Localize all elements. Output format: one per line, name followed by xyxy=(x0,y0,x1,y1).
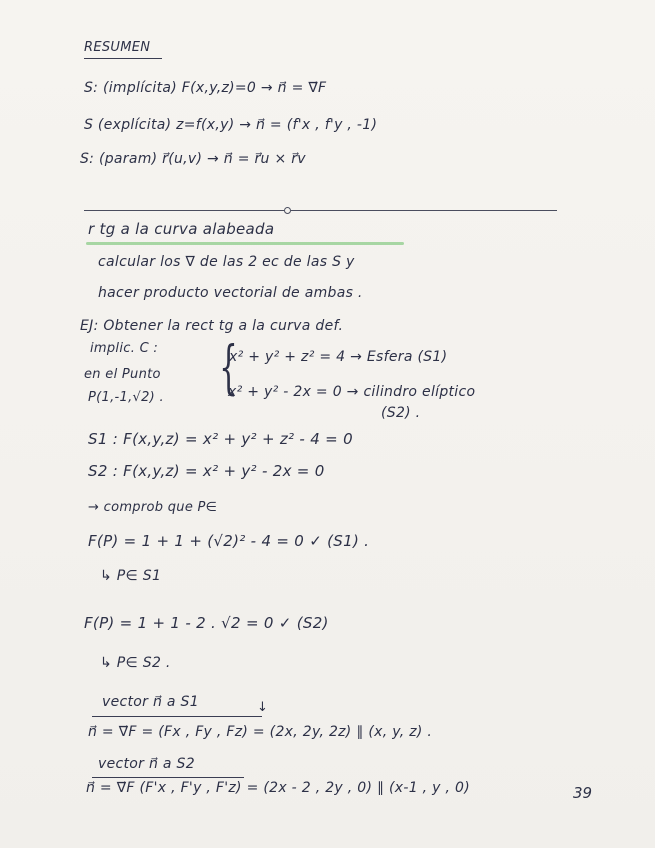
tangent-heading: r tg a la curva alabeada xyxy=(88,220,275,238)
divider-dot xyxy=(284,207,291,214)
vector-s2-underline xyxy=(92,777,244,778)
equation-sphere: x² + y² + z² = 4 → Esfera (S1) xyxy=(229,349,448,365)
summary-line-3: S: (param) r⃗(u,v) → n⃗ = r⃗u × r⃗v xyxy=(80,151,306,167)
check-line: → comprob que P∈ xyxy=(88,500,218,515)
fp-s1: F(P) = 1 + 1 + (√2)² - 4 = 0 ✓ (S1) . xyxy=(88,532,370,550)
equation-cylinder-tag: (S2) . xyxy=(381,405,421,421)
page-number: 39 xyxy=(573,784,593,802)
fp-s2: F(P) = 1 + 1 - 2 . √2 = 0 ✓ (S2) xyxy=(84,614,329,632)
heading-highlight xyxy=(86,242,404,245)
page-title: RESUMEN xyxy=(84,40,151,55)
system-brace: { xyxy=(219,333,238,401)
example-statement: EJ: Obtener la rect tg a la curva def. xyxy=(80,318,344,334)
down-arrow-icon: ↓ xyxy=(257,700,268,715)
vector-s1-gradient: n⃗ = ∇⃗F = (Fx , Fy , Fz) = (2x, 2y, 2z) ∥ (x, y, z) . xyxy=(88,724,433,740)
title-underline xyxy=(84,58,162,59)
vector-s1-label: vector n⃗ a S1 xyxy=(102,694,199,710)
s1-definition: S1 : F(x,y,z) = x² + y² + z² - 4 = 0 xyxy=(88,430,353,448)
vector-s2-gradient: n⃗ = ∇⃗F (F'x , F'y , F'z) = (2x - 2 , 2y , 0) ∥ (x-1 , y , 0) xyxy=(86,780,470,796)
summary-line-1: S: (implícita) F(x,y,z)=0 → n⃗ = ∇⃗F xyxy=(84,80,327,96)
point-value: P(1,-1,√2) . xyxy=(88,390,164,405)
tangent-line-1: calcular los ∇ de las 2 ec de las S y xyxy=(98,254,355,270)
divider-left xyxy=(84,210,284,211)
divider-right xyxy=(291,210,557,211)
point-label: en el Punto xyxy=(84,367,161,382)
equation-cylinder: x² + y² - 2x = 0 → cilindro elíptico xyxy=(228,384,476,400)
vector-s1-underline xyxy=(92,716,262,717)
s2-definition: S2 : F(x,y,z) = x² + y² - 2x = 0 xyxy=(88,462,325,480)
tangent-line-2: hacer producto vectorial de ambas . xyxy=(98,285,363,301)
summary-line-2: S (explícita) z=f(x,y) → n⃗ = (f'x , f'y , -1) xyxy=(84,117,378,133)
p-in-s2: ↳ P∈ S2 . xyxy=(100,655,171,671)
implicit-label: implic. C : xyxy=(90,341,159,356)
vector-s2-label: vector n⃗ a S2 xyxy=(98,756,195,772)
p-in-s1: ↳ P∈ S1 xyxy=(100,568,162,584)
